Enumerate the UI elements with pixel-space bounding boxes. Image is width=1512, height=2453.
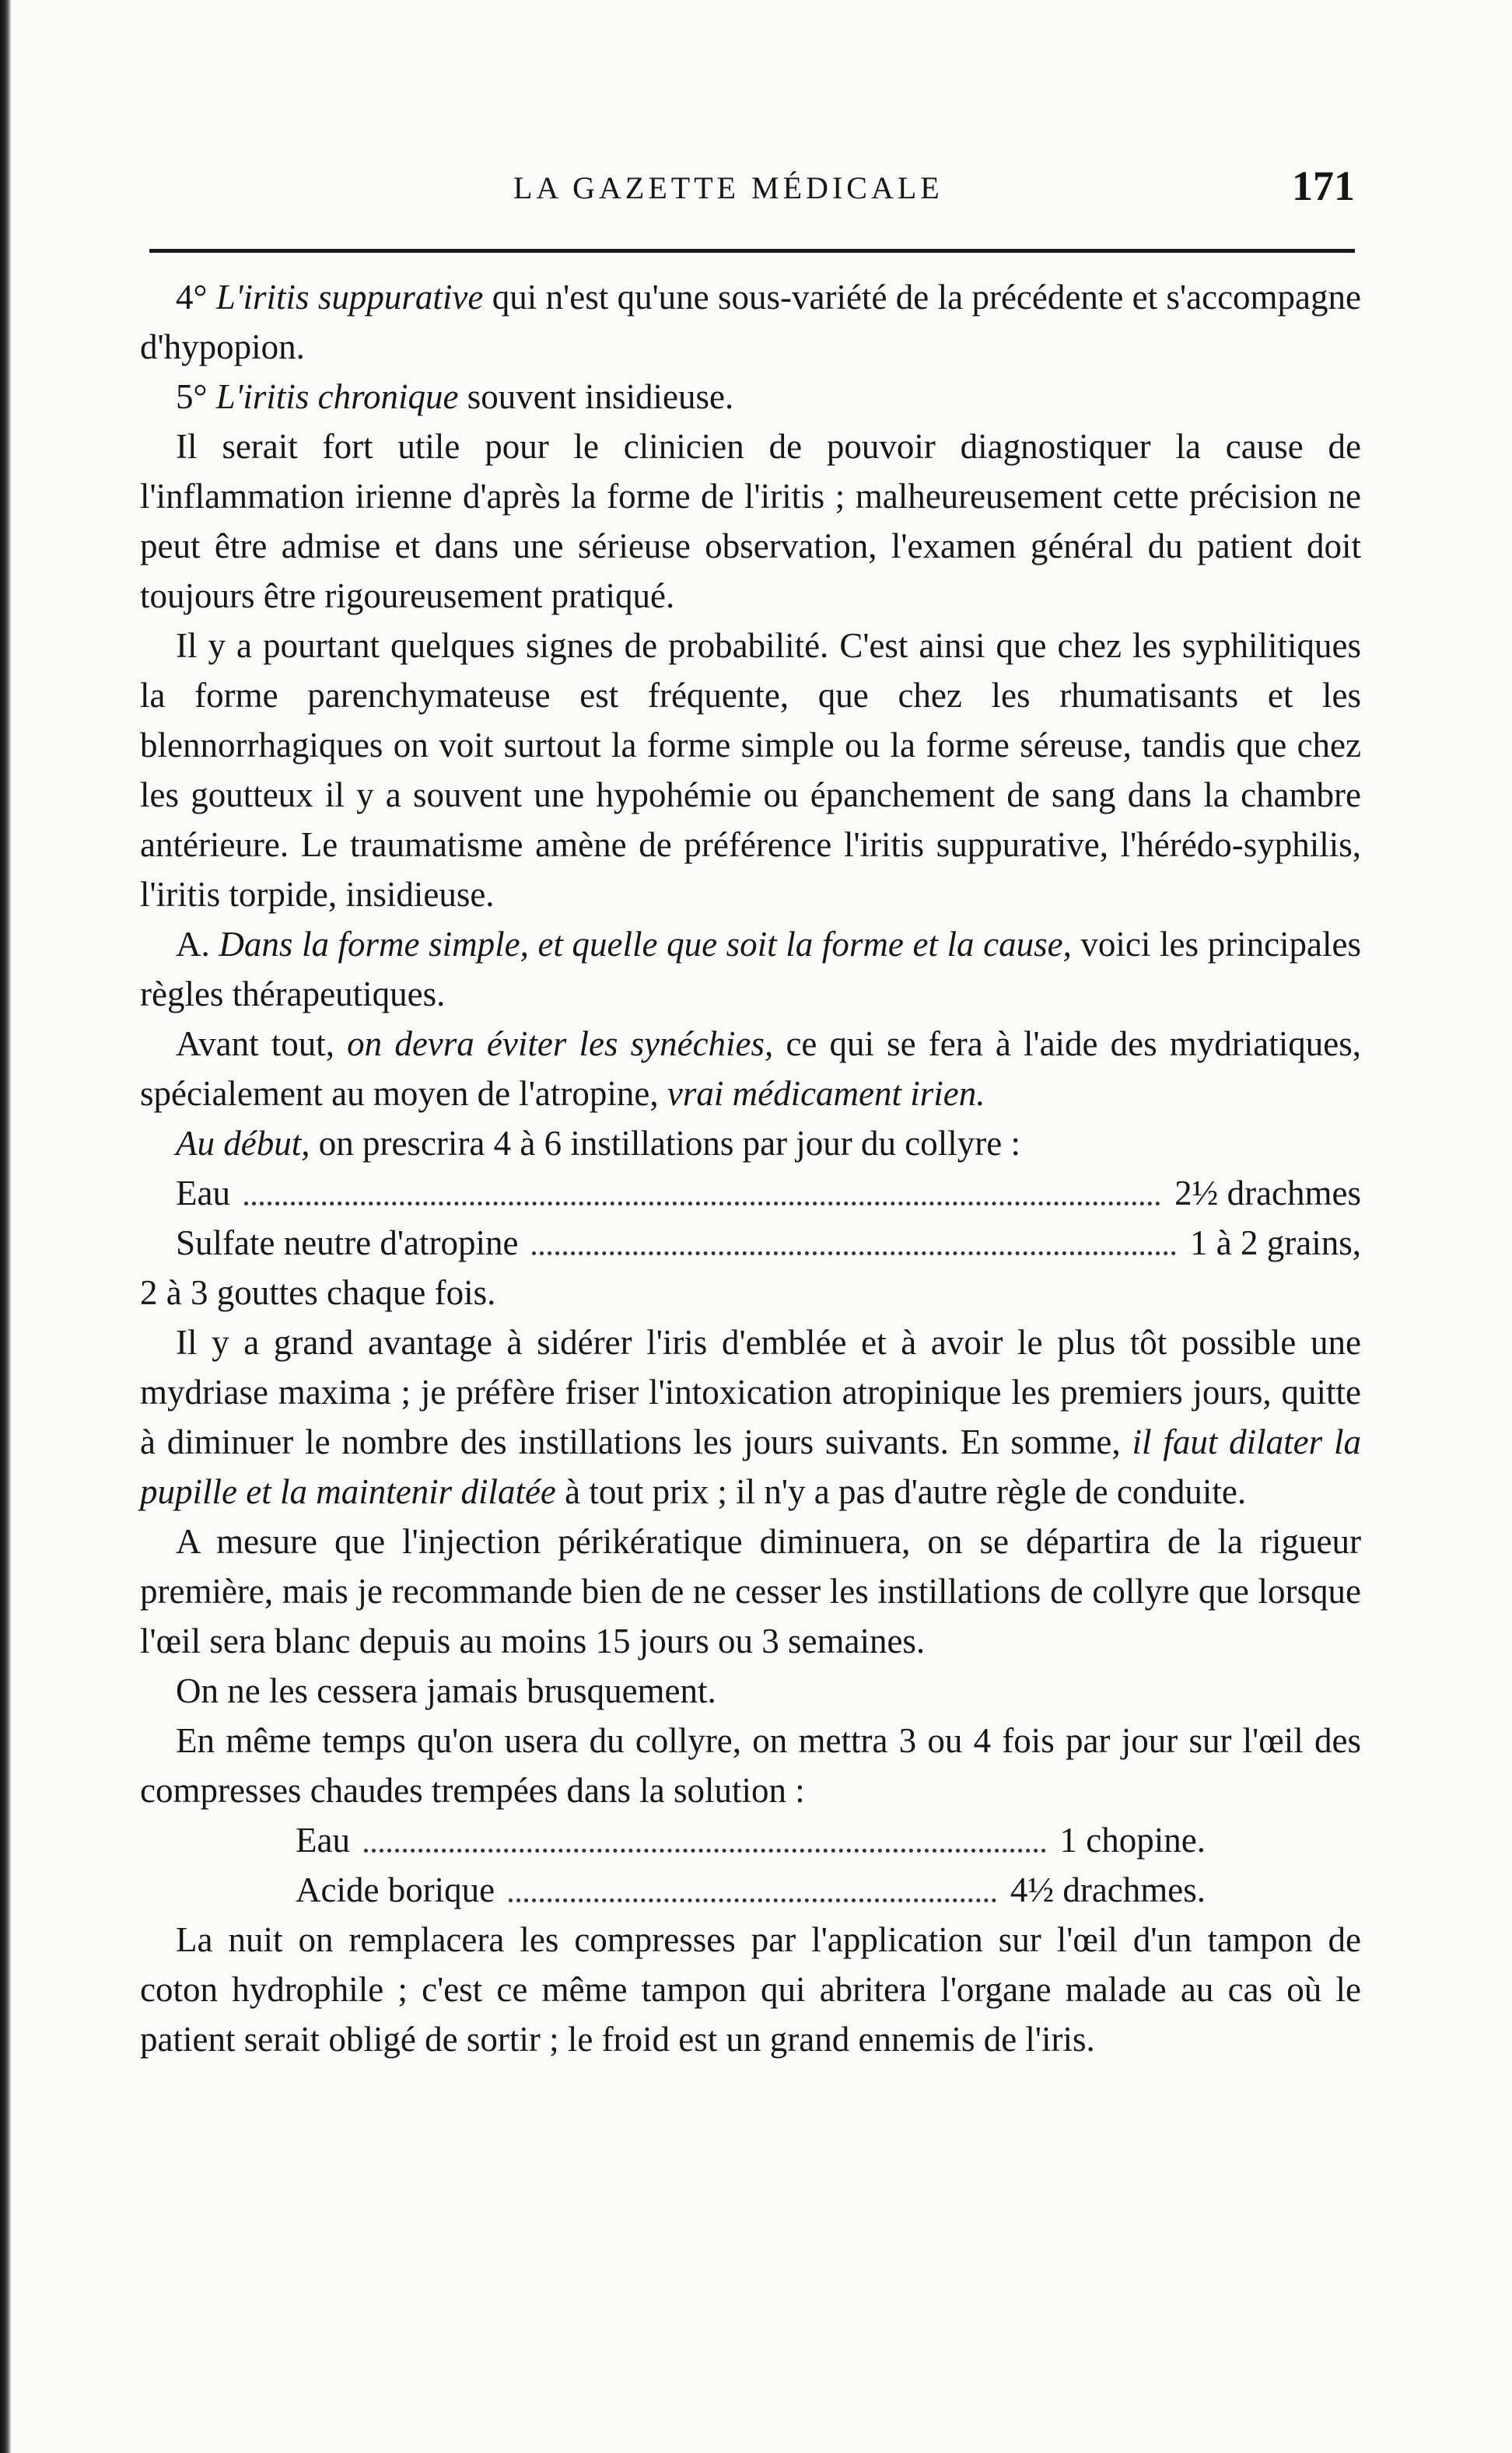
prescription-line — [140, 1168, 1361, 1218]
prescription-line — [140, 1218, 1361, 1268]
dot-leader — [244, 1194, 1160, 1206]
paragraph-group-2 — [140, 1268, 1361, 1815]
italic-phrase: L'iritis chronique — [215, 377, 459, 416]
book-spine-edge — [0, 0, 11, 2453]
text-run: voici les principales règles thérapeutiques. — [140, 925, 1362, 1013]
italic-phrase: Au début, — [176, 1124, 310, 1163]
paragraph — [140, 272, 1361, 372]
text-run: En même temps qu'on usera du collyre, on mettra 3 ou 4 fois par jour sur l'œil des compresses chaudes trempées dans la solution : — [140, 1721, 1361, 1810]
paragraph — [140, 1517, 1361, 1666]
ingredient-quantity: 1 chopine. — [1059, 1821, 1206, 1860]
italic-phrase: L'iritis suppurative — [215, 278, 484, 317]
paragraph — [140, 372, 1361, 422]
italic-phrase: vrai médicament irien. — [667, 1074, 985, 1113]
text-run: La nuit on remplacera les compresses par l'application sur l'œil d'un tampon de coton hydrophile ; c'est ce même tampon qui abritera l'organe malade au cas où le patient serait obligé de sortir ; le froid est un grand ennemis de l'iris. — [140, 1920, 1361, 2059]
paragraph — [140, 919, 1361, 1019]
text-run: Il serait fort utile pour le clinicien de pouvoir diagnostiquer la cause de l'inflammation irienne d'après la forme de l'iritis ; malheureusement cette précision ne peut être admise et dans une sérieuse observation, l'examen général du patient doit toujours être rigoureusement pratiqué. — [140, 427, 1361, 615]
ingredient-name: Eau — [176, 1174, 230, 1213]
prescription-collyre — [140, 1168, 1361, 1268]
text-run: On ne les cessera jamais brusquement. — [176, 1671, 716, 1710]
text-run: ce qui se fera à l'aide des mydriatiques, spécialement au moyen de l'atropine, — [140, 1024, 1361, 1113]
ingredient-name: Acide borique — [296, 1870, 495, 1909]
text-run: Il y a pourtant quelques signes de probabilité. C'est ainsi que chez les syphilitiques la forme parenchymateuse est fréquente, que chez les rhumatisants et les blennorrhagiques on voit surtout la forme simple ou la forme séreuse, tandis que chez les goutteux il y a souvent une hypohémie ou épanchement de sang dans la chambre antérieure. Le traumatisme amène de préférence l'iritis suppurative, l'hérédo-syphilis, l'iritis torpide, insidieuse. — [140, 626, 1361, 914]
paragraph — [140, 422, 1361, 621]
text-run: souvent insidieuse. — [458, 377, 734, 416]
text-run: Il y a grand avantage à sidérer l'iris d'emblée et à avoir le plus tôt possible une mydriase maxima ; je préfère friser l'intoxication atropinique les premiers jours, quitte à diminuer le nombre des instillations les jours suivants. En somme, — [140, 1323, 1361, 1461]
prescription-line — [140, 1815, 1361, 1865]
text-run: 5° — [176, 377, 216, 416]
italic-phrase: Dans la forme simple, et quelle que soit la forme et la cause, — [219, 925, 1072, 964]
running-head — [140, 162, 1361, 216]
paragraph-group-3 — [140, 1915, 1361, 2064]
page-number: 171 — [1292, 163, 1355, 209]
text-run: on prescrira 4 à 6 instillations par jour du collyre : — [310, 1124, 1020, 1163]
text-run: 2 à 3 gouttes chaque fois. — [140, 1273, 496, 1312]
italic-phrase: on devra éviter les synéchies, — [347, 1024, 774, 1063]
paragraph — [140, 1915, 1361, 2064]
text-run: à tout prix ; il n'y a pas d'autre règle de conduite. — [555, 1472, 1247, 1511]
ingredient-name: Sulfate neutre d'atropine — [176, 1223, 519, 1262]
paragraph — [140, 1019, 1361, 1118]
text-run: A mesure que l'injection périkératique diminuera, on se départira de la rigueur première, mais je recommande bien de ne cesser les instillations de collyre que lorsque l'œil sera blanc depuis au moins 15 jours ou 3 semaines. — [140, 1522, 1361, 1660]
ingredient-quantity: 2½ drachmes — [1174, 1174, 1361, 1213]
dot-leader — [509, 1891, 996, 1902]
paragraph-group-1 — [140, 272, 1361, 1168]
paragraph — [140, 1716, 1361, 1815]
paragraph — [140, 621, 1361, 919]
paragraph — [140, 1666, 1361, 1716]
prescription-line — [140, 1865, 1361, 1915]
header-rule — [149, 249, 1355, 253]
dot-leader — [364, 1841, 1046, 1853]
ingredient-name: Eau — [296, 1821, 350, 1860]
text-run: qui n'est qu'une sous-variété de la précédente et s'accompagne d'hypopion. — [140, 278, 1361, 366]
italic-phrase: il faut dilater la pupille et la maintenir dilatée — [140, 1422, 1361, 1511]
body-text — [140, 272, 1361, 2064]
text-run: Avant tout, — [176, 1024, 348, 1063]
dot-leader — [532, 1244, 1176, 1255]
ingredient-quantity: 4½ drachmes. — [1010, 1870, 1206, 1909]
text-run: 4° — [176, 278, 216, 317]
text-run: A. — [176, 925, 219, 964]
ingredient-quantity: 1 à 2 grains, — [1190, 1223, 1361, 1262]
running-title: LA GAZETTE MÉDICALE — [513, 170, 943, 205]
paragraph — [140, 1317, 1361, 1517]
paragraph — [140, 1268, 1361, 1317]
paragraph — [140, 1118, 1361, 1168]
prescription-solution — [140, 1815, 1361, 1915]
